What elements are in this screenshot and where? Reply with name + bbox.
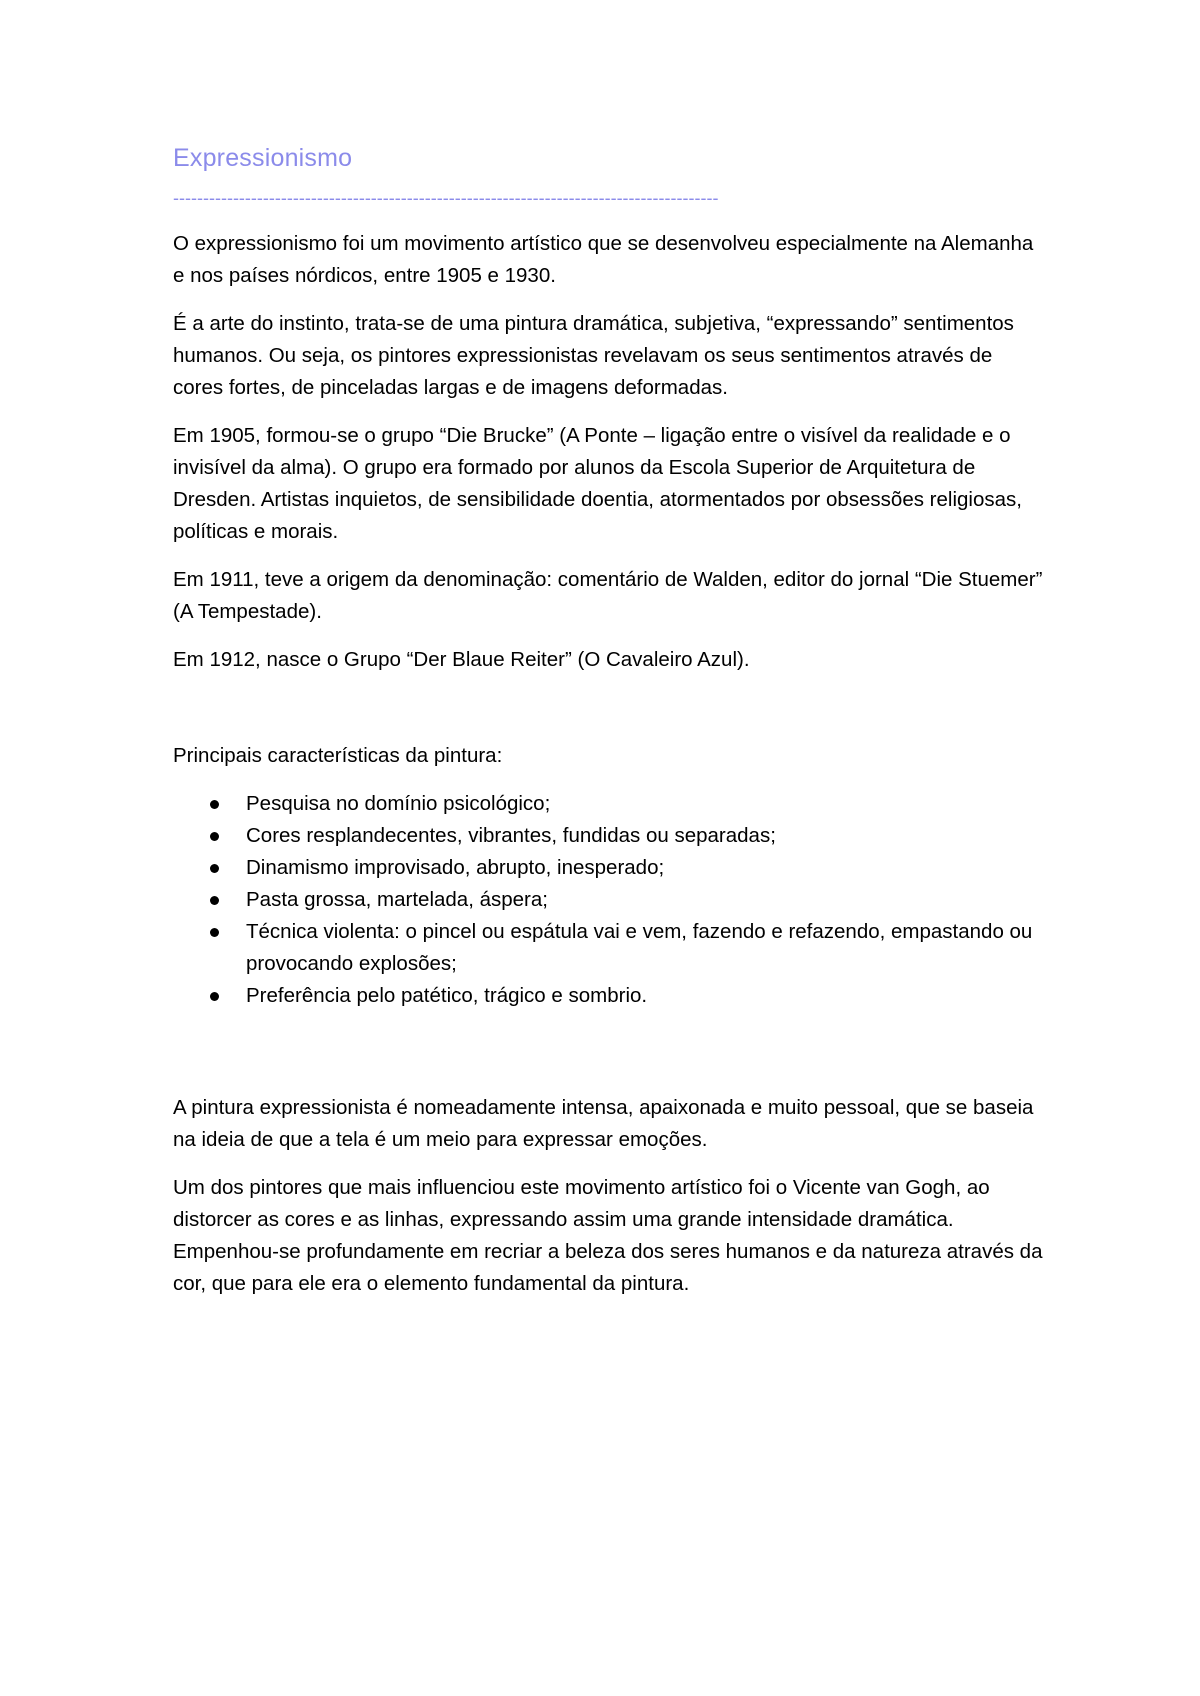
list-item xyxy=(173,852,1045,884)
characteristics-list xyxy=(173,788,1045,1012)
bullet-icon xyxy=(210,992,219,1001)
list-item-text: Preferência pelo patético, trágico e sombrio. xyxy=(246,984,648,1007)
list-item-text: Dinamismo improvisado, abrupto, inesperado; xyxy=(246,856,665,879)
paragraph: Em 1905, formou-se o grupo “Die Brucke” (A Ponte – ligação entre o visível da realidade e o invisível da alma). O grupo era formado por alunos da Escola Superior de Arquitetura de Dresden. Artistas inquietos, de sensibilidade doentia, atormentados por obsessões religiosas, políticas e morais. xyxy=(173,424,1022,543)
document-title: Expressionismo xyxy=(173,144,353,172)
paragraph: Em 1912, nasce o Grupo “Der Blaue Reiter” (O Cavaleiro Azul). xyxy=(173,648,750,671)
blank-line xyxy=(173,1012,1045,1092)
list-heading: Principais características da pintura: xyxy=(173,744,503,767)
title-rule: ------------------------------------------------------------------------------------------- xyxy=(173,188,719,208)
list-item xyxy=(173,788,1045,820)
list-item xyxy=(173,820,1045,852)
paragraph: A pintura expressionista é nomeadamente intensa, apaixonada e muito pessoal, que se baseia na ideia de que a tela é um meio para expressar emoções. xyxy=(173,1096,1034,1151)
list-item-text: Cores resplandecentes, vibrantes, fundidas ou separadas; xyxy=(246,824,776,847)
list-item-text: Técnica violenta: o pincel ou espátula vai e vem, fazendo e refazendo, empastando ou provocando explosões; xyxy=(246,920,1033,975)
bullet-icon xyxy=(210,800,219,809)
list-item xyxy=(173,916,1045,980)
paragraph: É a arte do instinto, trata-se de uma pintura dramática, subjetiva, “expressando” sentimentos humanos. Ou seja, os pintores expressionistas revelavam os seus sentimentos através de cores fortes, de pinceladas largas e de imagens deformadas. xyxy=(173,312,1014,399)
paragraph: Em 1911, teve a origem da denominação: comentário de Walden, editor do jornal “Die Stuemer” (A Tempestade). xyxy=(173,568,1043,623)
list-item-text: Pesquisa no domínio psicológico; xyxy=(246,792,551,815)
list-item xyxy=(173,884,1045,916)
paragraph: O expressionismo foi um movimento artístico que se desenvolveu especialmente na Alemanha e nos países nórdicos, entre 1905 e 1930. xyxy=(173,232,1034,287)
bullet-icon xyxy=(210,864,219,873)
blank-line xyxy=(173,692,1045,740)
document-page xyxy=(173,140,1045,1316)
bullet-icon xyxy=(210,896,219,905)
list-item-text: Pasta grossa, martelada, áspera; xyxy=(246,888,548,911)
bullet-icon xyxy=(210,832,219,841)
list-item xyxy=(173,980,1045,1012)
paragraph: Um dos pintores que mais influenciou este movimento artístico foi o Vicente van Gogh, ao distorcer as cores e as linhas, expressando assim uma grande intensidade dramática. Empenhou-se profundamente em recriar a beleza dos seres humanos e da natureza através da cor, que para ele era o elemento fundamental da pintura. xyxy=(173,1176,1043,1295)
bullet-icon xyxy=(210,928,219,937)
